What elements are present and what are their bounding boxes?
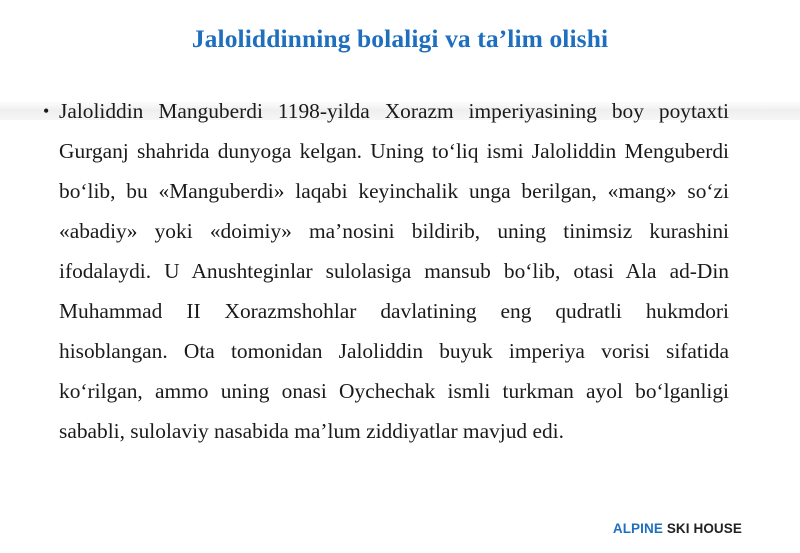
bullet-marker: • (43, 101, 50, 121)
brand-primary-text: ALPINE (612, 521, 663, 536)
brand-secondary-text: SKI HOUSE (666, 521, 742, 536)
bullet-item (40, 91, 729, 451)
brand-logo (613, 521, 742, 536)
bullet-text: Jaloliddin Manguberdi 1198-yilda Xorazm imperiyasining boy poytaxti Gurganj shahrida dunyoga kelgan. Uning to‘liq ismi Jaloliddin Menguberdi bo‘lib, bu «Manguberdi» laqabi keyinchalik unga berilgan, «mang» so‘zi «abadiy» yoki «doimiy» ma’nosini bildirib, uning tinimsiz kurashini ifodalaydi. U Anushteginlar sulolasiga mansub bo‘lib, otasi Ala ad-Din Muhammad II Xorazmshohlar davlatining eng qudratli hukmdori hisoblangan. Ota tomonidan Jaloliddin buyuk imperiya vorisi sifatida ko‘rilgan, ammo uning onasi Oychechak ismli turkman ayol bo‘lganligi sababli, sulolaviy nasabida ma’lum ziddiyatlar mavjud edi. (59, 99, 729, 443)
slide-title: Jaloliddinning bolaligi va ta’lim olishi (191, 24, 609, 53)
slide-body (40, 91, 729, 451)
